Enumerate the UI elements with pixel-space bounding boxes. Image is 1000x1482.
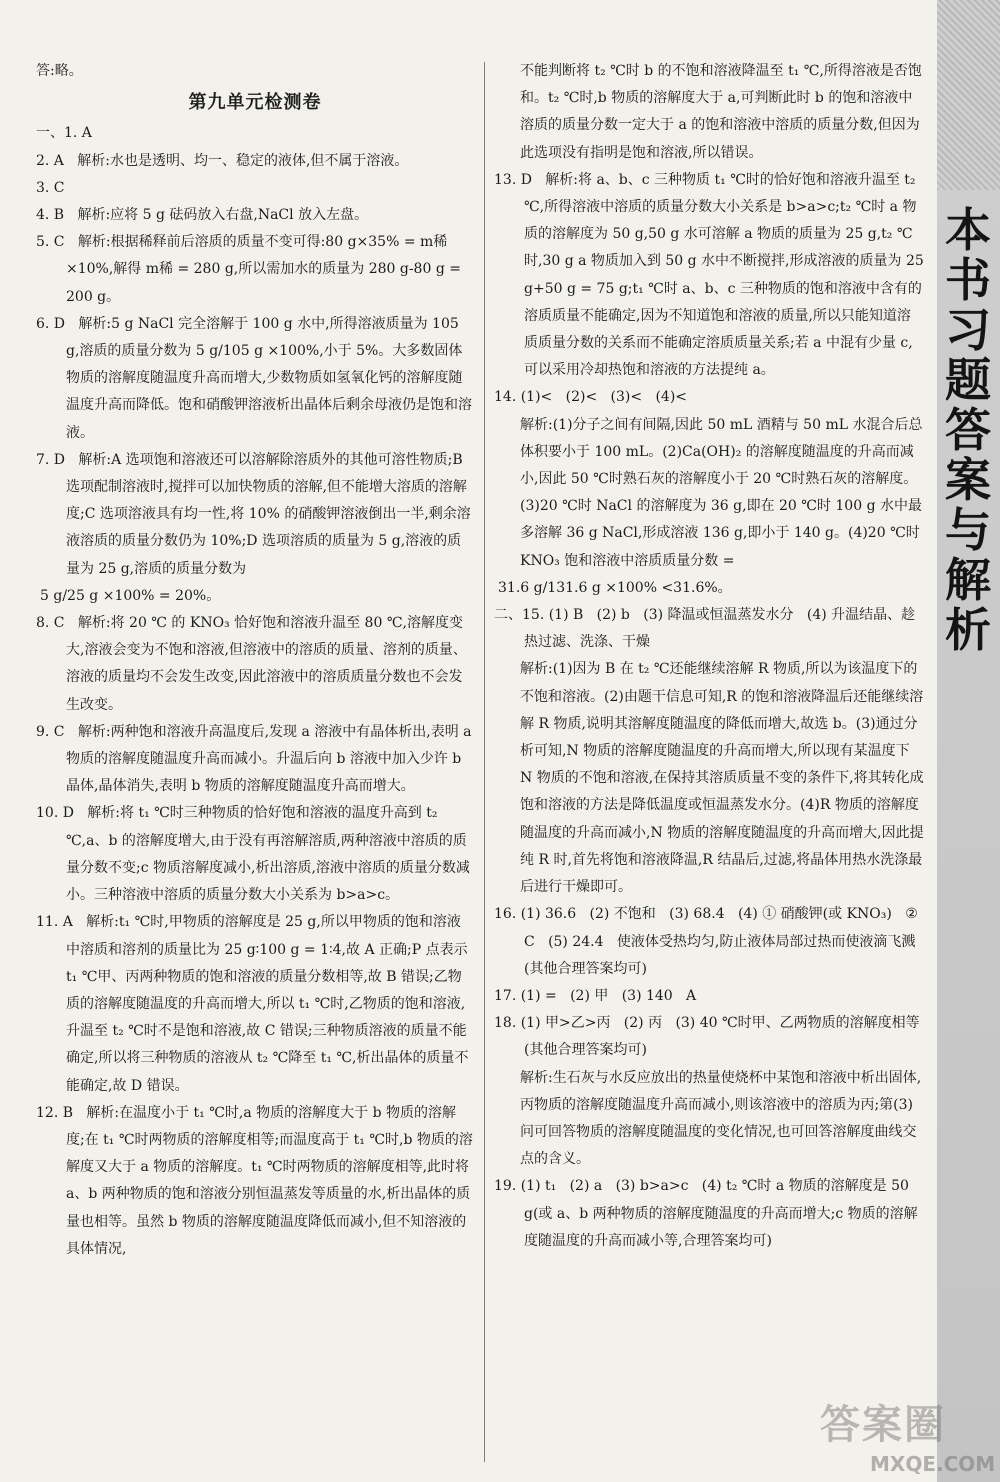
side-title-char: 案 [945, 453, 991, 507]
answer-item: 12. B 解析:在温度小于 t₁ ℃时,a 物质的溶解度大于 b 物质的溶解度;在 t₁ ℃时两物质的溶解度相等;而温度高于 t₁ ℃时,b 物质的溶解度又大于 a 物质的溶解度。t₁ ℃时两物质的溶解度相等,此时将 a、b 两种物质的饱和溶液分别恒温蒸发等质量的水,析出晶体的质量也相等。虽然 b 物质的溶解度随温度降低而减小,但不知溶液的具体情况, [36, 1104, 474, 1257]
answer-item: 16. (1) 36.6 (2) 不饱和 (3) 68.4 (4) ① 硝酸钾(或 KNO₃) ② C (5) 24.4 使液体受热均匀,防止液体局部过热而使液滴飞溅(其他合理答案均可) [494, 906, 923, 977]
side-title-char: 解 [945, 553, 991, 607]
side-title-char: 本 [945, 203, 991, 257]
side-tab-pattern [937, 0, 1000, 190]
answer-item: 19. (1) t₁ (2) a (3) b>a>c (4) t₂ ℃时 a 物质的溶解度是 50 g(或 a、b 两种物质的溶解度随温度的升高而增大;c 物质的溶解度随温度的升高而减小等,合理答案均可) [494, 1178, 918, 1249]
side-title [940, 205, 996, 655]
formula: 5 g/25 g ×100% = 20%。 [40, 587, 221, 604]
answer-continuation: 不能判断将 t₂ ℃时 b 的不饱和溶液降温至 t₁ ℃,所得溶液是否饱和。t₂ ℃时,b 物质的溶解度大于 a,可判断此时 b 的饱和溶液中溶质的质量分数一定大于 a 的饱和溶液中溶质的质量分数,但因为此选项没有指明是饱和溶液,所以错误。 [520, 63, 922, 161]
column-divider [484, 62, 485, 1462]
answer-item: 10. D 解析:将 t₁ ℃时三种物质的恰好饱和溶液的温度升高到 t₂ ℃,a、b 的溶解度增大,由于没有再溶解溶质,两种溶液中溶质的质量分数不变;c 物质溶解度减小,析出溶质,溶液中溶质的质量分数减小。三种溶液中溶质的质量分数大小关系为 b>a>c。 [36, 805, 470, 904]
answer-item: 7. D 解析:A 选项饱和溶液还可以溶解除溶质外的其他可溶性物质;B 选项配制溶液时,搅拌可以加快物质的溶解,但不能增大溶质的溶解度;C 选项溶液具有均一性,将 10% 的硝酸钾溶液倒出一半,剩余溶液溶质的质量分数仍为 10%;D 选项溶质的质量为 5 g,溶液的质量为 25 g,溶质的质量分数为 [36, 451, 471, 577]
side-title-char: 习 [945, 303, 991, 357]
unit-title: 第九单元检测卷 [188, 92, 322, 114]
explanation: 解析:(1)分子之间有间隔,因此 50 mL 酒精与 50 mL 水混合后总体积要小于 100 mL。(2)Ca(OH)₂ 的溶解度随温度的升高而减小,因此 50 ℃时熟石灰的溶解度小于 20 ℃时熟石灰的溶解度。(3)20 ℃时 NaCl 的溶解度为 36 g,即在 20 ℃时 100 g 水中最多溶解 36 g NaCl,形成溶液 136 g,即小于 140 g。(4)20 ℃时 KNO₃ 饱和溶液中溶质质量分数 = [520, 416, 925, 569]
answer-item: 6. D 解析:5 g NaCl 完全溶解于 100 g 水中,所得溶液质量为 105 g,溶质的质量分数为 5 g/105 g ×100%,小于 5%。大多数固体物质的溶解度随温度升高而增大,少数物质如氢氧化钙的溶解度随温度升高而降低。饱和硝酸钾溶液析出晶体后剩余母液仍是饱和溶液。 [36, 315, 472, 441]
answer-item: 17. (1) = (2) 甲 (3) 140 A [494, 987, 697, 1004]
answer-item: 二、15. (1) B (2) b (3) 降温或恒温蒸发水分 (4) 升温结晶、趁热过滤、洗涤、干燥 [494, 607, 916, 651]
answer-item: 13. D 解析:将 a、b、c 三种物质 t₁ ℃时的恰好饱和溶液升温至 t₂ ℃,所得溶液中溶质的质量分数大小关系是 b>a>c;t₂ ℃时 a 物质的溶解度为 50 g,50 g 水可溶解 a 物质的质量为 25 g,t₂ ℃时,30 g a 物质加入到 50 g 水中不断搅拌,形成溶液的质量为 25 g+50 g = 75 g;t₁ ℃时 a、b、c 三种物质的饱和溶液中含有的溶质质量不能确定,因为不知道饱和溶液的质量,所以只能知道溶质质量分数的关系而不能确定溶质质量关系;若 a 中混有少量 c,可以采用冷却热饱和溶液的方法提纯 a。 [494, 171, 929, 379]
answer-item: 2. A 解析:水也是透明、均一、稳定的液体,但不属于溶液。 [36, 152, 409, 169]
intro-answer: 答:略。 [36, 63, 83, 79]
side-title-char: 题 [945, 353, 991, 407]
answer-item: 18. (1) 甲>乙>丙 (2) 丙 (3) 40 ℃时甲、乙两物质的溶解度相等(其他合理答案均可) [494, 1015, 920, 1059]
answer-item: 8. C 解析:将 20 ℃ 的 KNO₃ 恰好饱和溶液升温至 80 ℃,溶解度变大,溶液会变为不饱和溶液,但溶液中的溶质的质量、溶剂的质量、溶液的质量均不会发生改变,因此溶液中的溶质质量分数也不会发生改变。 [36, 615, 467, 713]
explanation: 解析:生石灰与水反应放出的热量使烧杯中某饱和溶液中析出固体,丙物质的溶解度随温度升高而减小,则该溶液中的溶质为丙;第(3)问可回答物质的溶解度随温度的变化情况,也可回答溶解度曲线交点的含义。 [520, 1069, 922, 1168]
answer-item: 9. C 解析:两种饱和溶液升高温度后,发现 a 溶液中有晶体析出,表明 a 物质的溶解度随温度升高而减小。升温后向 b 溶液中加入少许 b 晶体,晶体消失,表明 b 物质的溶解度随温度升高而增大。 [36, 723, 476, 795]
answer-item: 11. A 解析:t₁ ℃时,甲物质的溶解度是 25 g,所以甲物质的饱和溶液中溶质和溶剂的质量比为 25 g∶100 g = 1∶4,故 A 正确;P 点表示 t₁ ℃甲、丙两种物质的饱和溶液的质量分数相等,故 B 错误;乙物质的溶解度随温度的升高而增大,所以 t₁ ℃时,乙物质的饱和溶液,升温至 t₂ ℃时不是饱和溶液,故 C 错误;三种物质溶液的质量不能确定,所以将三种物质的溶液从 t₂ ℃降至 t₁ ℃,析出晶体的质量不能确定,故 D 错误。 [36, 914, 473, 1094]
side-title-char: 与 [945, 503, 991, 557]
answer-item: 5. C 解析:根据稀释前后溶质的质量不变可得:80 g×35% = m稀 ×10%,解得 m稀 = 280 g,所以需加水的质量为 280 g-80 g = 200 g。 [36, 234, 466, 305]
watermark-url: MXQE.COM [870, 1452, 996, 1476]
formula: 31.6 g/131.6 g ×100% <31.6%。 [498, 579, 732, 596]
side-title-char: 答 [945, 403, 991, 457]
side-title-char: 书 [945, 253, 991, 307]
answer-item: 3. C [36, 179, 65, 196]
watermark-logo: 答案圈 [820, 1402, 946, 1448]
explanation: 解析:(1)因为 B 在 t₂ ℃还能继续溶解 R 物质,所以为该温度下的不饱和溶液。(2)由题干信息可知,R 的饱和溶液降温后还能继续溶解 R 物质,说明其溶解度随温度的降低而增大,故选 b。(3)通过分析可知,N 物质的溶解度随温度的升高而增大,所以现有某温度下 N 物质的不饱和溶液,在保持其溶质质量不变的条件下,将其转化成饱和溶液的方法是降低温度或恒温蒸发水分。(4)R 物质的溶解度随温度的升高而减小,N 物质的溶解度随温度的升高而增大,因此提纯 R 时,首先将饱和溶液降温,R 结晶后,过滤,将晶体用热水洗涤最后进行干燥即可。 [520, 661, 924, 896]
right-column [494, 58, 929, 1255]
side-title-char: 析 [945, 603, 991, 657]
answer-item: 一、1. A [36, 125, 92, 142]
answer-item: 14. (1)< (2)< (3)< (4)< [494, 389, 688, 406]
left-column [36, 58, 474, 1263]
answer-item: 4. B 解析:应将 5 g 砝码放入右盘,NaCl 放入左盘。 [36, 207, 369, 224]
